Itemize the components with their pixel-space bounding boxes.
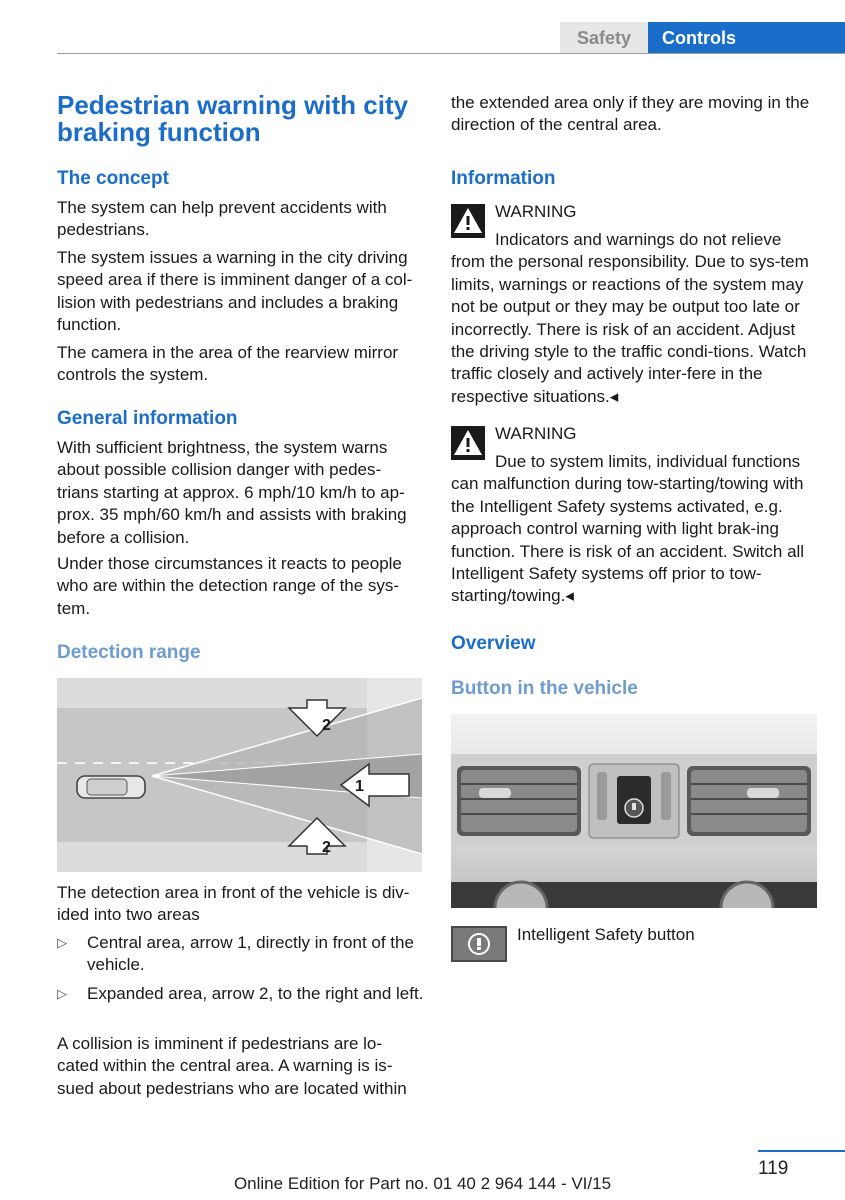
concept-paragraph-1: The system can help prevent accidents with pedestrians. [57,198,387,240]
continued-paragraph: the extended area only if they are moving in the direction of the central area. [451,93,810,135]
bullet-triangle-icon: ▷ [57,935,67,950]
general-info-paragraph-2: Under those circumstances it reacts to people who are within the detection range of the sys-tem. [57,554,402,618]
warning-2-label: WARNING [495,424,577,443]
dashboard-button-photo [451,714,817,908]
overview-heading: Overview [451,633,536,654]
vent-left-icon [457,766,581,836]
intelligent-safety-button-icon [451,926,507,962]
general-info-heading: General information [57,408,238,429]
detection-range-figure [57,678,422,872]
concept-paragraph-2: The system issues a warning in the city driving speed area if there is imminent danger of a col-lision with pedestrians and includes a braking function. [57,248,413,335]
page-number: 119 [758,1158,789,1179]
warning-1-text: Indicators and warnings do not relieve from the personal responsibility. Due to sys-tem limits, warnings or reactions of the system may not be output or they may be output too late or incorrectly. There is risk of an accident. Adjust the driving style to the traffic condi-tions. Watch traffic closely and actively inter-fere in the respective situations.◂ [451,230,809,406]
vent-right-icon [687,766,811,836]
page-title: Pedestrian warning with city braking function [57,90,409,147]
arrow-top-label: 2 [322,717,331,734]
list-item-text: Central area, arrow 1, directly in front of the vehicle. [87,933,414,975]
footer-edition: Online Edition for Part no. 01 40 2 964 144 - VI/15 [233,1174,612,1193]
button-cluster [589,764,679,838]
page-number-rule [758,1150,845,1152]
button-caption: Intelligent Safety button [517,925,695,944]
header-chapter-tab: Controls [648,22,845,54]
arrow-bottom-label: 2 [322,839,331,856]
button-heading: Button in the vehicle [451,678,638,699]
header-section-tab: Safety [560,22,648,54]
detection-paragraph-1: The detection area in front of the vehicle is div-ided into two areas [57,883,410,925]
warning-2-text: Due to system limits, individual functions can malfunction during tow-starting/towing with the Intelligent Safety systems activated, e.g. approach control warning with light brak-ing function. There is risk of an accident. Switch all Intelligent Safety systems off prior to tow-starting/towing.◂ [451,452,805,606]
list-item [57,983,422,1028]
list-item-text: Expanded area, arrow 2, to the right and left. [87,984,424,1003]
detection-paragraph-2: A collision is imminent if pedestrians are lo-cated within the central area. A warning is is-sued about pedestrians who are located within [57,1034,407,1098]
detection-range-heading: Detection range [57,642,201,663]
vehicle-icon [77,776,145,798]
list-item [57,932,422,977]
information-heading: Information [451,168,556,189]
bullet-triangle-icon: ▷ [57,986,67,1001]
header-rule [57,53,845,54]
concept-paragraph-3: The camera in the area of the rearview mirror controls the system. [57,343,399,385]
warning-1-label: WARNING [495,202,577,221]
general-info-paragraph-1: With sufficient brightness, the system warns about possible collision danger with pedes-trians starting at approx. 6 mph/10 km/h to ap-prox. 35 mph/60 km/h and assists with braking before a collision. [57,438,407,547]
arrow-center-label: 1 [355,778,364,795]
concept-heading: The concept [57,168,169,189]
